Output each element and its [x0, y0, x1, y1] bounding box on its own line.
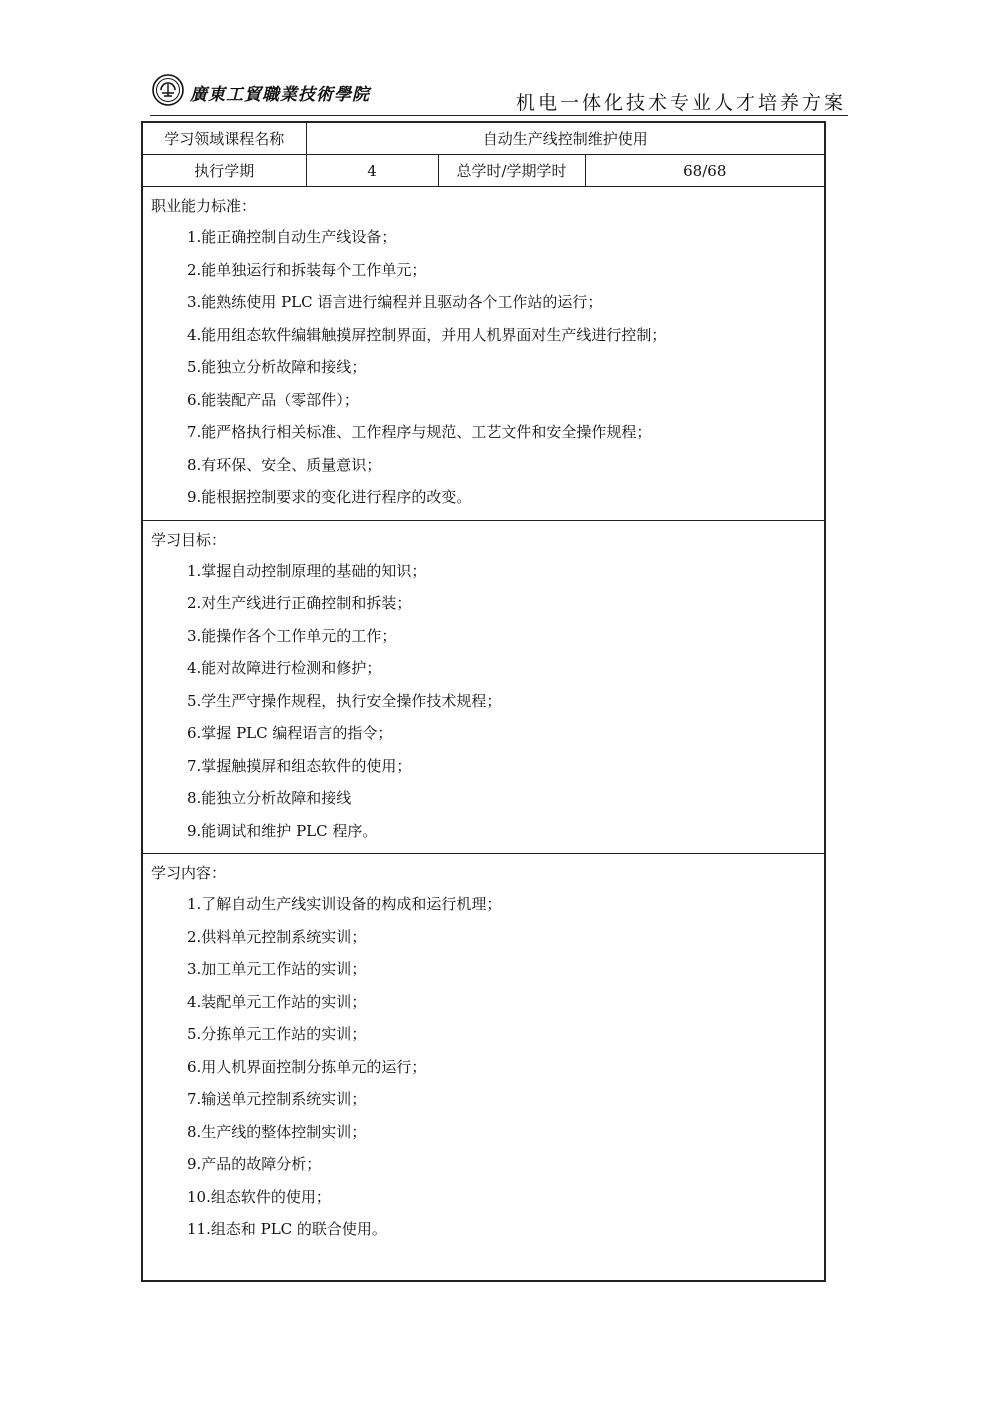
list-item: 5.分拣单元工作站的实训； — [187, 1025, 367, 1043]
list-item: 9.产品的故障分析； — [187, 1155, 322, 1173]
list-item: 4.装配单元工作站的实训； — [187, 992, 367, 1011]
list-item: 5.能独立分析故障和接线； — [187, 358, 367, 376]
content-section — [142, 854, 825, 1281]
content-row — [142, 854, 825, 1281]
list-item: 11.组态和 PLC 的联合使用。 — [187, 1220, 387, 1238]
course-name-value: 自动生产线控制维护使用 — [306, 122, 825, 155]
list-item: 2.能单独运行和拆装每个工作单元； — [187, 260, 427, 279]
objectives-list — [151, 555, 824, 848]
list-item: 4.能对故障进行检测和修护； — [187, 659, 382, 677]
list-item: 4.能用组态软件编辑触摸屏控制界面，并用人机界面对生产线进行控制； — [187, 325, 667, 344]
hours-value: 68/68 — [585, 155, 825, 187]
list-item: 5.学生严守操作规程，执行安全操作技术规程； — [187, 691, 502, 710]
content-title: 学习内容： — [151, 864, 227, 882]
list-item: 3.能熟练使用 PLC 语言进行编程并且驱动各个工作站的运行； — [187, 293, 603, 311]
list-item: 9.能调试和维护 PLC 程序。 — [187, 821, 378, 840]
content-list — [151, 888, 824, 1246]
list-item: 7.输送单元控制系统实训； — [187, 1090, 367, 1108]
objectives-section — [142, 520, 825, 854]
course-table — [141, 121, 826, 1282]
list-item: 8.有环保、安全、质量意识； — [187, 455, 382, 474]
list-item: 7.能严格执行相关标准、工作程序与规范、工艺文件和安全操作规程； — [187, 423, 652, 441]
header-rule — [150, 115, 848, 116]
list-item: 10.组态软件的使用； — [187, 1187, 331, 1206]
list-item: 6.掌握 PLC 编程语言的指令； — [187, 724, 393, 742]
list-item: 1.掌握自动控制原理的基础的知识； — [187, 561, 427, 580]
semester-label: 执行学期 — [142, 155, 306, 187]
list-item: 3.加工单元工作站的实训； — [187, 960, 367, 978]
competency-section — [142, 187, 825, 521]
list-item: 8.能独立分析故障和接线 — [187, 789, 352, 807]
list-item: 2.供料单元控制系统实训； — [187, 927, 367, 946]
list-item: 2.对生产线进行正确控制和拆装； — [187, 594, 412, 612]
competency-list — [151, 221, 824, 514]
list-item: 9.能根据控制要求的变化进行程序的改变。 — [187, 488, 472, 506]
course-name-row — [142, 122, 825, 155]
semester-row — [142, 155, 825, 187]
hours-label: 总学时/学期学时 — [438, 155, 585, 187]
semester-value: 4 — [306, 155, 438, 187]
plan-title: 机电一体化技术专业人才培养方案 — [515, 92, 846, 114]
list-item: 1.能正确控制自动生产线设备； — [187, 228, 397, 246]
list-item: 1.了解自动生产线实训设备的构成和运行机理； — [187, 895, 502, 913]
list-item: 6.能装配产品（零部件）； — [187, 390, 359, 409]
school-seal-logo — [152, 74, 184, 106]
course-name-label: 学习领域课程名称 — [142, 122, 306, 155]
competency-title: 职业能力标准： — [151, 197, 257, 215]
competency-row — [142, 187, 825, 521]
page-header — [150, 70, 850, 118]
list-item: 8.生产线的整体控制实训； — [187, 1122, 367, 1141]
list-item: 6.用人机界面控制分拣单元的运行； — [187, 1057, 427, 1076]
list-item: 7.掌握触摸屏和组态软件的使用； — [187, 756, 412, 775]
content-bottom-space — [151, 1246, 824, 1274]
objectives-title: 学习目标： — [151, 530, 227, 549]
objectives-row — [142, 520, 825, 854]
school-name-logo: 廣東工貿職業技術學院 — [190, 85, 370, 105]
list-item: 3.能操作各个工作单元的工作； — [187, 626, 397, 645]
